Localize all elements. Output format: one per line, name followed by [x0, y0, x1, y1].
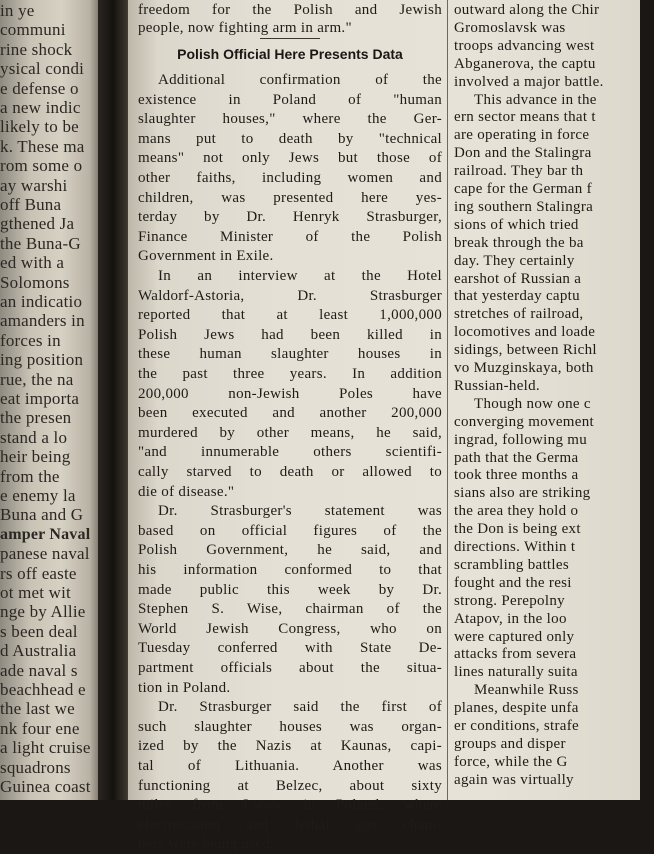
article-line: Finance Minister of the Polish: [138, 228, 442, 245]
adjacent-column-line: that yesterday captu: [454, 288, 580, 305]
adjacent-column-line: Abganerova, the captu: [454, 55, 596, 72]
left-column-line: Buna and G: [0, 505, 84, 525]
adjacent-column-line: break through the ba: [454, 234, 584, 251]
left-column-line: Guinea coast: [0, 777, 91, 796]
adjacent-column: [454, 0, 640, 800]
left-column-line: ay warshi: [0, 175, 68, 195]
adjacent-column-line: This advance in the: [474, 91, 597, 108]
article-line: ized by the Nazis at Kaunas, capi-: [138, 738, 442, 755]
left-column-line: in ye: [0, 1, 35, 20]
headline-rule: [260, 38, 320, 39]
article-line: miles from Lwow in Poland, where: [138, 797, 442, 814]
article-line: terday by Dr. Henryk Strasburger,: [138, 209, 442, 226]
article-top-line: freedom for the Polish and Jewish: [138, 2, 442, 18]
left-column-line: rom some o: [0, 156, 83, 176]
adjacent-column-line: the Don is being ext: [454, 521, 581, 538]
left-column-line: a light cruise: [0, 738, 91, 758]
adjacent-column-line: force, while the G: [454, 753, 568, 770]
left-column-line: the presen: [0, 408, 72, 428]
adjacent-column-line: path that the Germa: [454, 449, 579, 466]
adjacent-column-line: again was virtually: [454, 771, 574, 788]
adjacent-column-line: Don and the Stalingra: [454, 145, 592, 162]
left-column-line: likely to be: [0, 117, 79, 137]
article-headline: Polish Official Here Presents Data: [177, 46, 403, 62]
left-column-line: communi: [0, 20, 66, 40]
article-line: In an interview at the Hotel: [158, 268, 442, 284]
left-column-line: squadrons: [0, 757, 71, 777]
adjacent-column-line: fought and the resi: [454, 574, 572, 591]
adjacent-column-line: were captured only: [454, 628, 575, 645]
adjacent-column-line: took three months a: [454, 467, 579, 484]
left-column-line: eat importa: [0, 389, 80, 408]
adjacent-column-line: involved a major battle.: [454, 73, 604, 90]
left-column-line: nk four ene: [0, 718, 80, 738]
article-line: Tuesday conferred with State De-: [138, 640, 442, 657]
left-column-line: amper Naval: [0, 525, 91, 543]
article-line: World Jewish Congress, who on: [138, 620, 442, 637]
left-column-line: ade naval s: [0, 660, 78, 680]
article-line: murdered by other means, he said,: [138, 424, 442, 441]
article-line: mans put to death by "technical: [138, 130, 442, 147]
left-column-line: beachhead e: [0, 680, 86, 699]
left-column-line: rs off easte: [0, 563, 77, 583]
left-column-line: amanders in: [0, 311, 85, 331]
article-line: children, was presented here yes-: [138, 189, 442, 206]
article-line: functioning at Belzec, about sixty: [138, 777, 442, 794]
article-line: Government in Exile.: [138, 248, 274, 265]
article-line: partment officials about the situa-: [138, 660, 442, 676]
article-line: made public this week by Dr.: [138, 581, 442, 598]
left-column-line: e enemy la: [0, 486, 76, 505]
article-top-line-2: people, now fighting arm in arm.": [138, 20, 352, 36]
article-line: 200,000 non-Jewish Poles have: [138, 385, 442, 402]
left-column-line: ysical condi: [0, 59, 85, 79]
left-page-strip: [0, 0, 102, 800]
left-column-line: from the: [0, 466, 60, 486]
adjacent-column-line: er conditions, strafe: [454, 718, 580, 734]
article-line: such slaughter houses was organ-: [138, 718, 442, 735]
article-line: bers were being used.: [138, 836, 275, 853]
article-line: tal of Lithuania. Another was: [138, 758, 442, 774]
adjacent-column-line: outward along the Chir: [454, 2, 600, 18]
adjacent-column-line: cape for the German f: [454, 181, 592, 197]
article-line: "and innumerable others scientifi-: [138, 444, 442, 461]
left-column-line: forces in: [0, 330, 61, 350]
article-line: electrocution and lethal gas cham-: [138, 816, 442, 833]
left-column-line: rue, the na: [0, 369, 74, 389]
adjacent-column-line: lines naturally suita: [454, 664, 578, 681]
adjacent-column-line: strong. Perepolny: [454, 592, 565, 609]
adjacent-column-line: stretches of railroad,: [454, 306, 584, 323]
article-line: Waldorf-Astoria, Dr. Strasburger: [138, 287, 442, 304]
left-column-line: s been deal: [0, 621, 78, 641]
left-column-line: e defense o: [0, 78, 79, 98]
adjacent-column-line: ern sector means that t: [454, 109, 596, 126]
left-column-line: Solomons: [0, 272, 70, 292]
adjacent-column-line: sidings, between Richl: [454, 342, 597, 359]
adjacent-column-line: ing southern Stalingra: [454, 198, 594, 215]
left-column-line: ed with a: [0, 253, 65, 273]
adjacent-column-line: locomotives and loade: [454, 324, 596, 341]
adjacent-column-line: ingrad, following mu: [454, 431, 588, 448]
article-line: Additional confirmation of the: [158, 72, 442, 88]
left-column-line: k. These ma: [0, 136, 85, 156]
adjacent-column-line: scrambling battles: [454, 556, 569, 573]
adjacent-column-line: Russian-held.: [454, 377, 540, 394]
adjacent-column-line: Though now one c: [474, 395, 591, 412]
article-line: die of disease.": [138, 483, 235, 500]
left-column-line: ing position: [0, 350, 84, 370]
left-column-line: panese naval: [0, 544, 90, 564]
article-line: other faiths, including women and: [138, 170, 442, 186]
column-rule: [447, 0, 448, 800]
adjacent-column-line: planes, despite unfa: [454, 700, 579, 717]
left-column-line: d Australia: [0, 641, 77, 661]
left-column-line: nge by Allie: [0, 602, 86, 622]
adjacent-column-line: directions. Within t: [454, 539, 576, 555]
article-column: [138, 0, 442, 853]
adjacent-column-line: the area they hold o: [454, 503, 579, 520]
left-column-line: heir being: [0, 447, 71, 467]
adjacent-column-line: railroad. They bar th: [454, 163, 584, 180]
adjacent-column-line: Meanwhile Russ: [474, 682, 579, 699]
article-line: his information conformed to that: [138, 562, 442, 578]
article-line: the past three years. In addition: [138, 366, 442, 382]
article-line: means" not only Jews but those of: [138, 150, 442, 167]
left-column-line: the Buna-G: [0, 233, 81, 253]
article-line: reported that at least 1,000,000: [138, 307, 442, 324]
adjacent-column-line: day. They certainly: [454, 252, 575, 269]
adjacent-column-line: sions of which tried: [454, 216, 579, 233]
article-line: Dr. Strasburger said the first of: [158, 699, 442, 716]
adjacent-column-line: Atapov, in the loo: [454, 610, 567, 627]
article-line: existence in Poland of "human: [138, 91, 442, 108]
adjacent-column-line: vo Muzginskaya, both: [454, 360, 594, 376]
left-column-line: off Buna: [0, 195, 62, 214]
adjacent-column-line: earshot of Russian a: [454, 270, 582, 287]
article-line: Stephen S. Wise, chairman of the: [138, 601, 442, 618]
adjacent-column-line: attacks from severa: [454, 646, 577, 663]
article-line: Dr. Strasburger's statement was: [158, 503, 442, 520]
article-line: been executed and another 200,000: [138, 405, 442, 422]
left-column-line: an indicatio: [0, 292, 83, 311]
adjacent-column-line: converging movement: [454, 413, 594, 430]
adjacent-column-line: groups and disper: [454, 735, 566, 752]
article-line: based on official figures of the: [138, 522, 442, 539]
adjacent-column-line: sians also are striking: [454, 485, 591, 502]
adjacent-column-line: Gromoslavsk was: [454, 19, 566, 36]
left-column-line: ot met wit: [0, 583, 71, 602]
article-line: slaughter houses," where the Ger-: [138, 111, 442, 128]
left-column-line: gthened Ja: [0, 214, 75, 234]
left-column-line: rine shock: [0, 39, 73, 59]
article-line: Polish Government, he said, and: [138, 542, 442, 559]
article-line: tion in Poland.: [138, 679, 231, 696]
article-line: cally starved to death or allowed to: [138, 464, 442, 480]
left-column-line: the last we: [0, 699, 75, 719]
adjacent-column-line: are operating in force: [454, 127, 590, 144]
adjacent-column-line: troops advancing west: [454, 37, 595, 54]
left-column-line: a new indic: [0, 98, 81, 117]
article-line: these human slaughter houses in: [138, 346, 442, 363]
left-column-line: stand a lo: [0, 427, 68, 447]
article-line: Polish Jews had been killed in: [138, 326, 442, 343]
